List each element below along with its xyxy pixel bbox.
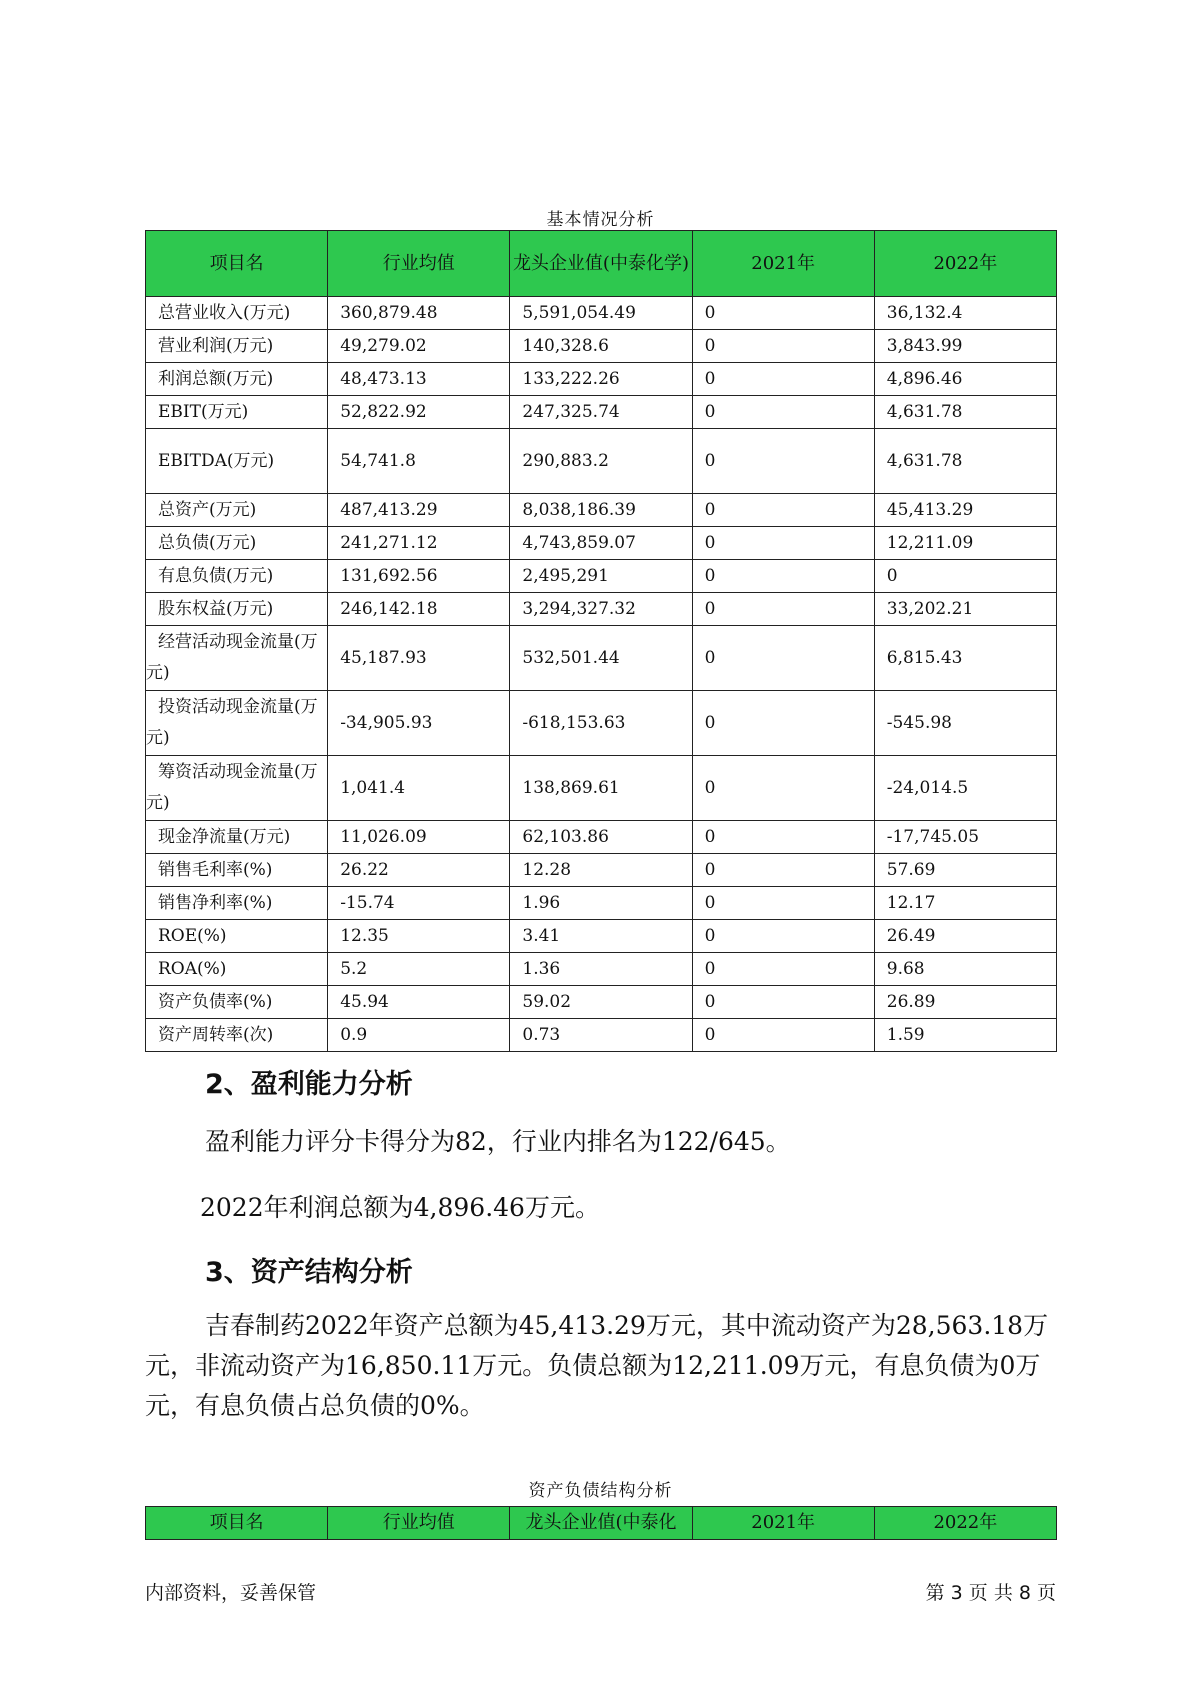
- table-cell-value: 247,325.74: [510, 396, 692, 429]
- table-cell-item: 资产负债率(%): [146, 986, 328, 1019]
- table-cell-value: 26.89: [874, 986, 1056, 1019]
- table-row: [146, 887, 1057, 920]
- table-cell-value: 0: [692, 297, 874, 330]
- table-cell-value: 4,896.46: [874, 363, 1056, 396]
- table-cell-value: 57.69: [874, 854, 1056, 887]
- table-cell-value: 0: [692, 953, 874, 986]
- table-row: [146, 854, 1057, 887]
- table-cell-value: 138,869.61: [510, 756, 692, 821]
- table-cell-value: 0: [692, 363, 874, 396]
- table-cell-item: 经营活动现金流量(万元): [146, 626, 328, 691]
- table-cell-value: 246,142.18: [328, 593, 510, 626]
- paragraph: 吉春制药2022年资产总额为45,413.29万元，其中流动资产为28,563.18万元，非流动资产为16,850.11万元。负债总额为12,211.09万元，有息负债为0万元，有息负债占总负债的0%。: [145, 1311, 1049, 1420]
- table-cell-value: 133,222.26: [510, 363, 692, 396]
- table-cell-value: 62,103.86: [510, 821, 692, 854]
- table-cell-value: 1.36: [510, 953, 692, 986]
- section-title-asset-structure: 3、资产结构分析: [205, 1257, 413, 1288]
- table-cell-item: 投资活动现金流量(万元): [146, 691, 328, 756]
- table-header-row: [146, 231, 1057, 297]
- table-cell-value: 12.17: [874, 887, 1056, 920]
- table-cell-value: 6,815.43: [874, 626, 1056, 691]
- table-cell-value: 532,501.44: [510, 626, 692, 691]
- table-cell-value: -15.74: [328, 887, 510, 920]
- basic-analysis-table: [145, 230, 1057, 1052]
- table-cell-value: 52,822.92: [328, 396, 510, 429]
- table-cell-value: 59.02: [510, 986, 692, 1019]
- table-cell-value: 487,413.29: [328, 494, 510, 527]
- header-industry-avg: 行业均值: [328, 1507, 510, 1540]
- table-cell-value: 0: [692, 1019, 874, 1052]
- table-cell-value: 49,279.02: [328, 330, 510, 363]
- table-cell-value: 0: [692, 527, 874, 560]
- table-cell-value: 2,495,291: [510, 560, 692, 593]
- table-cell-value: 26.22: [328, 854, 510, 887]
- header-industry-avg: 行业均值: [328, 231, 510, 297]
- table-cell-value: 0: [692, 560, 874, 593]
- table-cell-item: ROE(%): [146, 920, 328, 953]
- table-cell-item: 营业利润(万元): [146, 330, 328, 363]
- table-cell-value: 11,026.09: [328, 821, 510, 854]
- paragraph: 盈利能力评分卡得分为82，行业内排名为122/645。: [205, 1127, 791, 1156]
- table-cell-value: 8,038,186.39: [510, 494, 692, 527]
- header-item-name: 项目名: [146, 1507, 328, 1540]
- table-cell-value: 0: [692, 494, 874, 527]
- table-row: [146, 560, 1057, 593]
- table-row: [146, 821, 1057, 854]
- table-row: [146, 691, 1057, 756]
- table-cell-value: 1.96: [510, 887, 692, 920]
- header-2022: 2022年: [874, 1507, 1056, 1540]
- header-2022: 2022年: [874, 231, 1056, 297]
- table-cell-value: -34,905.93: [328, 691, 510, 756]
- table-cell-value: 0: [692, 593, 874, 626]
- table-cell-item: EBITDA(万元): [146, 429, 328, 494]
- table-cell-value: 0: [692, 429, 874, 494]
- table-row: [146, 527, 1057, 560]
- table-cell-item: ROA(%): [146, 953, 328, 986]
- table-cell-value: 1,041.4: [328, 756, 510, 821]
- header-leader-value: 龙头企业值(中泰化学): [510, 231, 692, 297]
- table-cell-value: 0: [692, 626, 874, 691]
- table-cell-value: 1.59: [874, 1019, 1056, 1052]
- table-cell-item: 股东权益(万元): [146, 593, 328, 626]
- footer-confidential: 内部资料，妥善保管: [145, 1582, 317, 1604]
- table-cell-item: 利润总额(万元): [146, 363, 328, 396]
- table-cell-value: 290,883.2: [510, 429, 692, 494]
- header-item-name: 项目名: [146, 231, 328, 297]
- header-leader-value: 龙头企业值(中泰化: [510, 1507, 692, 1540]
- table-cell-item: 销售毛利率(%): [146, 854, 328, 887]
- table-cell-value: 0: [692, 756, 874, 821]
- table-cell-value: 12.28: [510, 854, 692, 887]
- table-cell-value: 4,743,859.07: [510, 527, 692, 560]
- table-cell-value: 9.68: [874, 953, 1056, 986]
- table-caption: 资产负债结构分析: [528, 1481, 673, 1501]
- table-cell-value: 48,473.13: [328, 363, 510, 396]
- table-cell-item: 有息负债(万元): [146, 560, 328, 593]
- table-cell-value: 360,879.48: [328, 297, 510, 330]
- table-cell-item: 总资产(万元): [146, 494, 328, 527]
- table-cell-value: 54,741.8: [328, 429, 510, 494]
- table-cell-value: -545.98: [874, 691, 1056, 756]
- table-cell-value: 45.94: [328, 986, 510, 1019]
- table-cell-value: 131,692.56: [328, 560, 510, 593]
- table-caption: 基本情况分析: [546, 210, 655, 230]
- table-cell-value: 26.49: [874, 920, 1056, 953]
- balance-structure-table: [145, 1506, 1057, 1540]
- table-cell-value: 45,413.29: [874, 494, 1056, 527]
- table-cell-value: 0: [692, 986, 874, 1019]
- table-cell-value: 3.41: [510, 920, 692, 953]
- table-cell-item: 筹资活动现金流量(万元): [146, 756, 328, 821]
- table-cell-item: 总负债(万元): [146, 527, 328, 560]
- table-cell-value: -618,153.63: [510, 691, 692, 756]
- table-cell-value: 0: [692, 691, 874, 756]
- table-cell-value: 3,294,327.32: [510, 593, 692, 626]
- table-cell-item: 资产周转率(次): [146, 1019, 328, 1052]
- table-cell-value: 0: [692, 854, 874, 887]
- table-row: [146, 429, 1057, 494]
- header-2021: 2021年: [692, 1507, 874, 1540]
- table-cell-item: 总营业收入(万元): [146, 297, 328, 330]
- table-cell-value: 45,187.93: [328, 626, 510, 691]
- table-cell-value: 3,843.99: [874, 330, 1056, 363]
- table-cell-value: 36,132.4: [874, 297, 1056, 330]
- table-cell-item: 现金净流量(万元): [146, 821, 328, 854]
- table-row: [146, 626, 1057, 691]
- table-cell-value: 241,271.12: [328, 527, 510, 560]
- table-row: [146, 593, 1057, 626]
- table-row: [146, 494, 1057, 527]
- table-cell-value: 0: [692, 887, 874, 920]
- table-row: [146, 1019, 1057, 1052]
- footer-page-number: 第 3 页 共 8 页: [925, 1582, 1056, 1604]
- table-cell-item: 销售净利率(%): [146, 887, 328, 920]
- table-row: [146, 986, 1057, 1019]
- table-cell-value: 0: [874, 560, 1056, 593]
- paragraph: 2022年利润总额为4,896.46万元。: [200, 1193, 600, 1222]
- table-cell-item: EBIT(万元): [146, 396, 328, 429]
- table-cell-value: 4,631.78: [874, 429, 1056, 494]
- table-cell-value: 0: [692, 396, 874, 429]
- table-cell-value: 5.2: [328, 953, 510, 986]
- table-row: [146, 396, 1057, 429]
- table-cell-value: 140,328.6: [510, 330, 692, 363]
- table-row: [146, 953, 1057, 986]
- table-cell-value: 0: [692, 330, 874, 363]
- table-header-row: [146, 1507, 1057, 1540]
- table-cell-value: 12,211.09: [874, 527, 1056, 560]
- table-cell-value: 0: [692, 821, 874, 854]
- table-row: [146, 297, 1057, 330]
- header-2021: 2021年: [692, 231, 874, 297]
- table-cell-value: 0.9: [328, 1019, 510, 1052]
- table-cell-value: 0: [692, 920, 874, 953]
- table-cell-value: 4,631.78: [874, 396, 1056, 429]
- table-cell-value: -17,745.05: [874, 821, 1056, 854]
- table-cell-value: 12.35: [328, 920, 510, 953]
- table-row: [146, 920, 1057, 953]
- table-cell-value: 33,202.21: [874, 593, 1056, 626]
- section-title-profitability: 2、盈利能力分析: [205, 1069, 413, 1100]
- table-row: [146, 756, 1057, 821]
- table-row: [146, 363, 1057, 396]
- table-row: [146, 330, 1057, 363]
- table-cell-value: 5,591,054.49: [510, 297, 692, 330]
- table-cell-value: 0.73: [510, 1019, 692, 1052]
- table-cell-value: -24,014.5: [874, 756, 1056, 821]
